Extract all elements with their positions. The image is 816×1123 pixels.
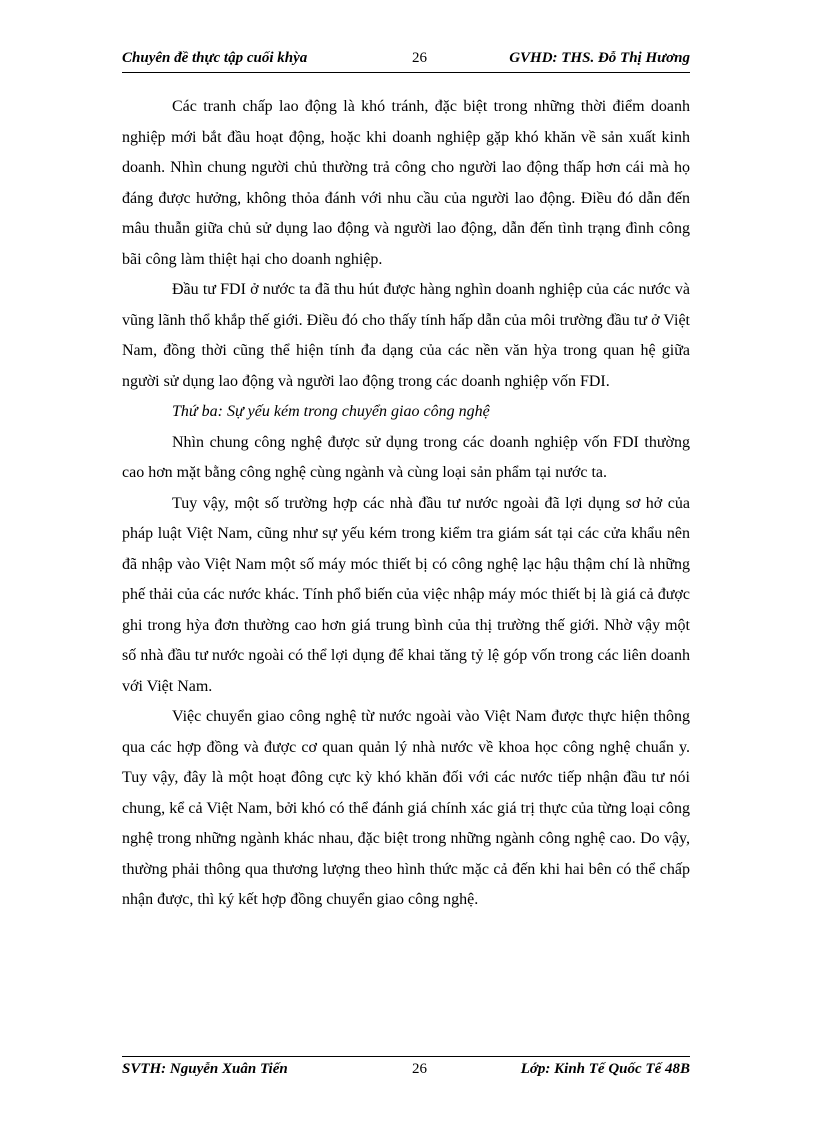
footer-class: Lớp: Kinh Tế Quốc Tế 48B [520,1061,690,1077]
header-title: Chuyên đề thực tập cuối khỳa [122,50,308,66]
paragraph-outdated-equipment: Tuy vậy, một số trường hợp các nhà đầu tư nước ngoài đã lợi dụng sơ hở của pháp luật Việt Nam, cũng như sự yếu kém trong kiểm tra giám sát tại các cửa khẩu nên đã nhập vào Việt Nam một số máy móc thiết bị có công nghệ lạc hậu thậm chí là những phế thải của các nước khác. Tính phổ biến của việc nhập máy móc thiết bị là giá cả được ghi trong hỳa đơn thường cao hơn giá trung bình của thị trường thế giới. Nhờ vậy một số nhà đầu tư nước ngoài có thể lợi dụng để khai tăng tỷ lệ góp vốn trong các liên doanh với Việt Nam. [122,494,690,695]
paragraph-technology-level: Nhìn chung công nghệ được sử dụng trong các doanh nghiệp vốn FDI thường cao hơn mặt bằng công nghệ cùng ngành và cùng loại sản phẩm tại nước ta. [122,433,690,481]
header-advisor: GVHD: THS. Đỗ Thị Hương [509,50,690,66]
document-body [122,92,690,916]
paragraph-labor-disputes: Các tranh chấp lao động là khó tránh, đặc biệt trong những thời điểm doanh nghiệp mới bắt đầu hoạt động, hoặc khi doanh nghiệp gặp khó khăn về sản xuất kinh doanh. Nhìn chung người chủ thường trả công cho người lao động thấp hơn cái mà họ đáng được hưởng, không thỏa đánh với nhu cầu của người lao động. Điều đó dẫn đến mâu thuẫn giữa chủ sử dụng lao động và người lao động, dẫn đến tình trạng đình công bãi công làm thiệt hại cho doanh nghiệp. [122,98,690,268]
section-heading-technology-transfer: Thứ ba: Sự yếu kém trong chuyển giao công nghệ [172,403,490,420]
footer-page-number: 26 [412,1061,427,1077]
footer-student: SVTH: Nguyễn Xuân Tiến [122,1061,288,1077]
paragraph-transfer-contracts: Việc chuyển giao công nghệ từ nước ngoài vào Việt Nam được thực hiện thông qua các hợp đồng và được cơ quan quản lý nhà nước về khoa học công nghệ chuẩn y. Tuy vậy, đây là một hoạt đông cực kỳ khó khăn đối với các nước tiếp nhận đầu tư nói chung, kể cả Việt Nam, bởi khó có thể đánh giá chính xác giá trị thực của từng loại công nghệ trong những ngành khác nhau, đặc biệt trong những ngành công nghệ cao. Do vậy, thường phải thông qua thương lượng theo hình thức mặc cả đến khi hai bên có thể chấp nhận được, thì ký kết hợp đồng chuyển giao công nghệ. [122,708,690,908]
paragraph-fdi-attraction: Đầu tư FDI ở nước ta đã thu hút được hàng nghìn doanh nghiệp của các nước và vũng lãnh thổ khắp thế giới. Điều đó cho thấy tính hấp dẫn của môi trường đầu tư ở Việt Nam, đồng thời cũng thể hiện tính đa dạng của các nền văn hỳa trong quan hệ giữa người sử dụng lao động và người lao động trong các doanh nghiệp vốn FDI. [122,281,690,390]
page-header [122,48,690,73]
page-footer [122,1056,690,1083]
header-page-number: 26 [412,50,427,66]
